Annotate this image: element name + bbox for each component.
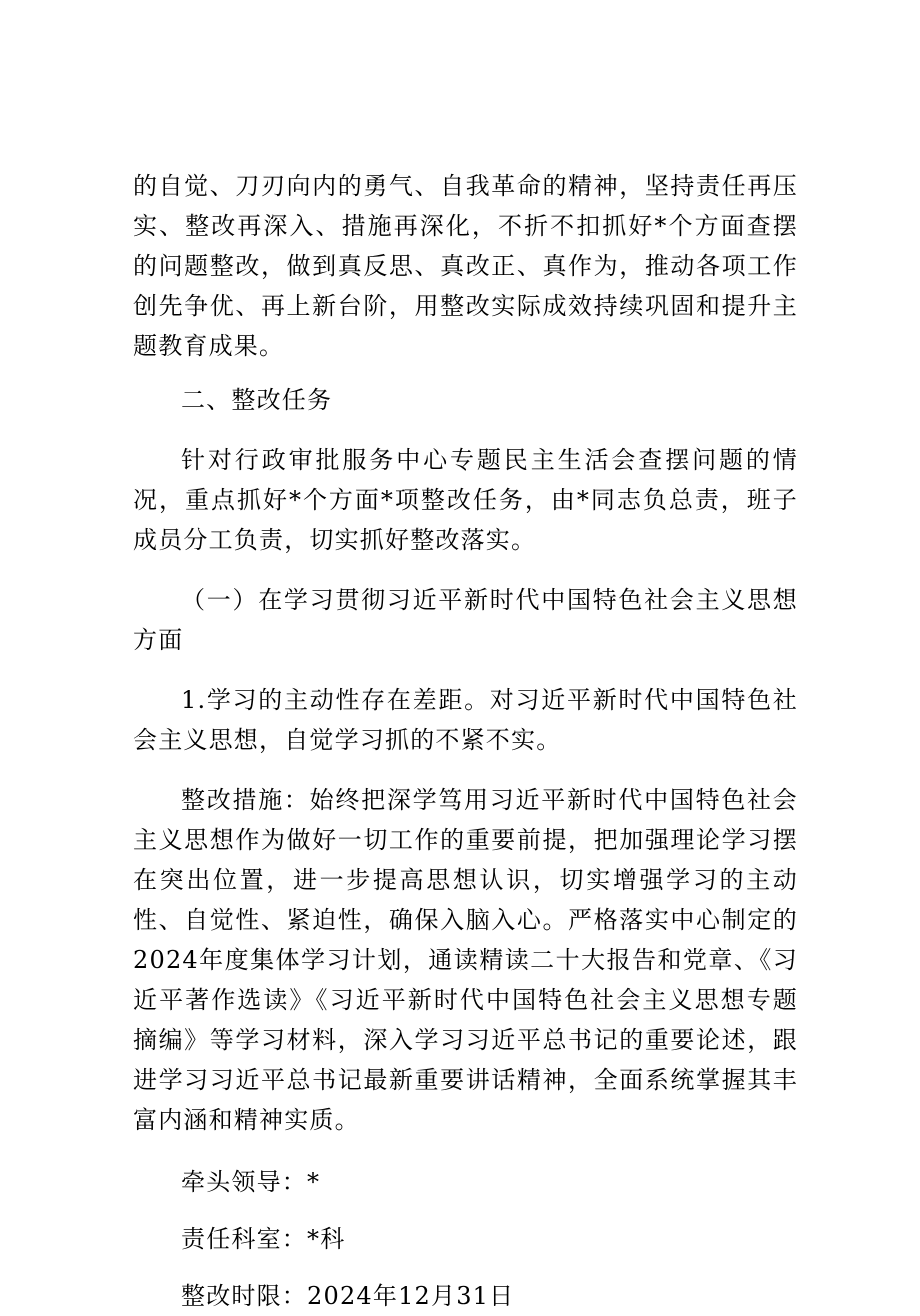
measures-paragraph: 整改措施：始终把深学笃用习近平新时代中国特色社会主义思想作为做好一切工作的重要前提，把加强理论学习摆在突出位置，进一步提高思想认识，切实增强学习的主动性、自觉性、紧迫性，确保入脑入心。严格落实中心制定的2024年度集体学习计划，通读精读二十大报告和党章、《习近平著作选读》《习近平新时代中国特色社会主义思想专题摘编》等学习材料，深入学习习近平总书记的重要论述，跟进学习习近平总书记最新重要讲话精神，全面系统掌握其丰富内涵和精神实质。 — [133, 786, 798, 1134]
issue-paragraph: 1.学习的主动性存在差距。对习近平新时代中国特色社会主义思想，自觉学习抓的不紧不实。 — [133, 686, 798, 754]
task-paragraph: 针对行政审批服务中心专题民主生活会查摆问题的情况，重点抓好*个方面*项整改任务，由*同志负总责，班子成员分工负责，切实抓好整改落实。 — [133, 446, 798, 554]
responsible-office: 责任科室：*科 — [181, 1225, 346, 1253]
intro-paragraph: 的自觉、刀刃向内的勇气、自我革命的精神，坚持责任再压实、整改再深入、措施再深化，不折不扣抓好*个方面查摆的问题整改，做到真反思、真改正、真作为，推动各项工作创先争优、再上新台阶，用整改实际成效持续巩固和提升主题教育成果。 — [133, 172, 798, 360]
subsection-heading: （一）在学习贯彻习近平新时代中国特色社会主义思想方面 — [133, 586, 798, 654]
section-heading: 二、整改任务 — [181, 386, 333, 414]
lead-leader: 牵头领导：* — [181, 1168, 321, 1196]
document-page — [133, 166, 798, 1316]
deadline: 整改时限：2024年12月31日 — [181, 1282, 515, 1310]
